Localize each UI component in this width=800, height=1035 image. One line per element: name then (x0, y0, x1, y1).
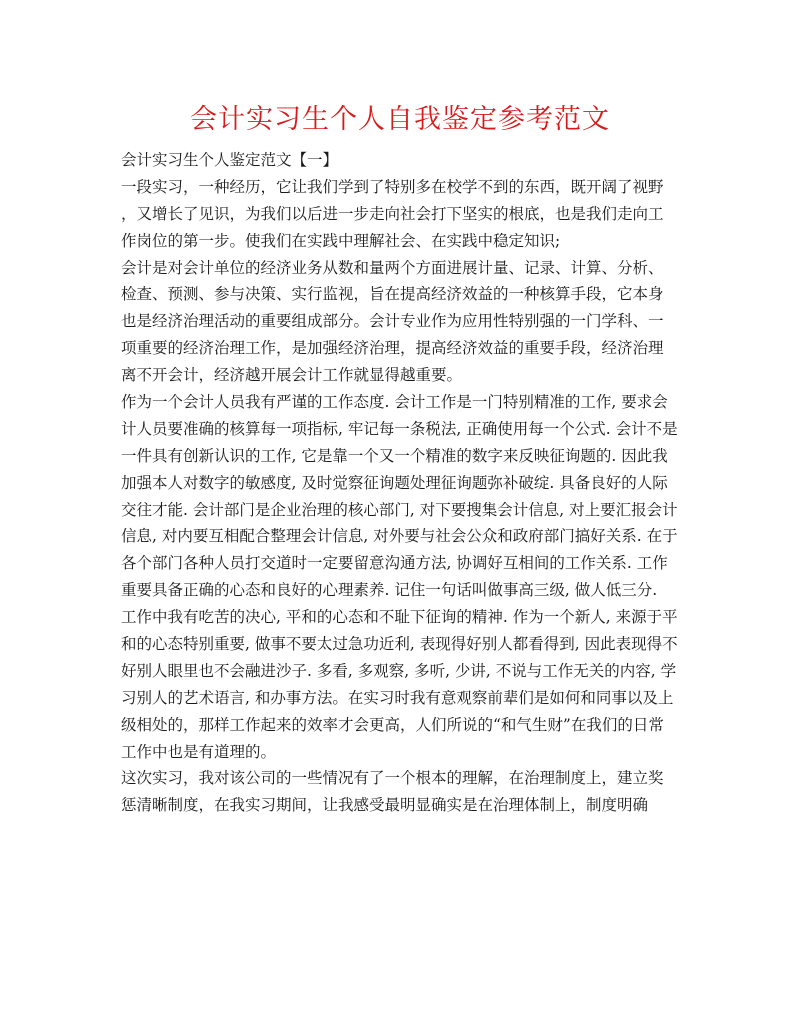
paragraph-line: ，又增长了见识，为我们以后进一步走向社会打下坚实的根底，也是我们走向工 (121, 204, 664, 223)
paragraph-line: 交往才能. 会计部门是企业治理的核心部门, 对下要搜集会计信息, 对上要汇报会计 (121, 500, 678, 519)
paragraph-line: 作岗位的第一步。使我们在实践中理解社会、在实践中稳定知识; (121, 231, 561, 250)
paragraph-line: 一件具有创新认识的工作, 它是靠一个又一个精准的数字来反映征询题的. 因此我 (121, 446, 668, 465)
paragraph-line: 工作中也是有道理的。 (121, 742, 277, 761)
paragraph-line: 惩清晰制度，在我实习期间，让我感受最明显确实是在治理体制上，制度明确 (121, 796, 649, 815)
paragraph-line: 工作中我有吃苦的决心, 平和的心态和不耻下征询的精神. 作为一个新人, 来源于平 (121, 608, 678, 627)
paragraph-line: 信息, 对内要互相配合整理会计信息, 对外要与社会公众和政府部门搞好关系. 在于 (121, 527, 678, 546)
paragraph-line: 好别人眼里也不会融进沙子. 多看, 多观察, 多听, 少讲, 不说与工作无关的内容, 学 (121, 661, 677, 680)
paragraph-line: 一段实习，一种经历，它让我们学到了特别多在校学不到的东西，既开阔了视野 (121, 177, 664, 196)
paragraph-line: 这次实习，我对该公司的一些情况有了一个根本的理解，在治理制度上，建立奖 (121, 769, 664, 788)
paragraph-line: 加强本人对数字的敏感度, 及时觉察征询题处理征询题弥补破绽. 具备良好的人际 (121, 473, 668, 492)
paragraph-line: 和的心态特别重要, 做事不要太过急功近利, 表现得好别人都看得到, 因此表现得不 (121, 635, 678, 654)
paragraph-line: 计人员要准确的核算每一项指标, 牢记每一条税法, 正确使用每一个公式. 会计不是 (121, 419, 678, 438)
paragraph-line: 也是经济治理活动的重要组成部分。会计专业作为应用性特别强的一门学科、一 (121, 312, 664, 331)
document-body (121, 147, 681, 819)
paragraph-line: 各个部门各种人员打交道时一定要留意沟通方法, 协调好互相间的工作关系. 工作 (121, 554, 668, 573)
paragraph-line: 作为一个会计人员我有严谨的工作态度. 会计工作是一门特别精准的工作, 要求会 (121, 393, 668, 412)
paragraph-line: 项重要的经济治理工作，是加强经济治理，提高经济效益的重要手段，经济治理 (121, 339, 664, 358)
section-heading: 会计实习生个人鉴定范文【一】 (121, 151, 339, 169)
paragraph-line: 会计是对会计单位的经济业务从数和量两个方面进展计量、记录、计算、分析、 (121, 258, 664, 277)
paragraph-line: 级相处的，那样工作起来的效率才会更高，人们所说的“和气生财”在我们的日常 (121, 715, 664, 734)
paragraph-line: 检查、预测、参与决策、实行监视，旨在提高经济效益的一种核算手段，它本身 (121, 285, 664, 304)
paragraph-line: 离不开会计，经济越开展会计工作就显得越重要。 (121, 366, 463, 385)
paragraph-line: 重要具备正确的心态和良好的心理素养. 记住一句话叫做事高三级, 做人低三分. (121, 581, 658, 600)
document-title: 会计实习生个人自我鉴定参考范文 (190, 104, 610, 135)
paragraph-line: 习别人的艺术语言, 和办事方法。在实习时我有意观察前辈们是如何和同事以及上 (121, 688, 674, 707)
